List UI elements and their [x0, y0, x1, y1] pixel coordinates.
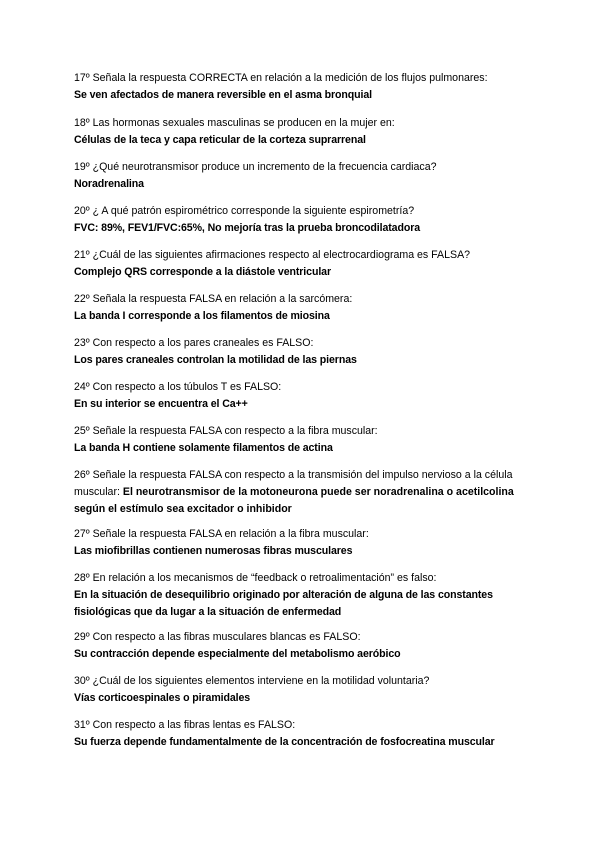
answer-text: Las miofibrillas contienen numerosas fibras musculares	[74, 545, 353, 557]
answer-text: Se ven afectados de manera reversible en el asma bronquial	[74, 89, 373, 101]
answer-text: En su interior se encuentra el Ca++	[74, 398, 248, 410]
question-20	[74, 203, 534, 237]
question-29	[74, 629, 534, 663]
answer-text: Vías corticoespinales o piramidales	[74, 692, 251, 704]
question-text: 23º Con respecto a los pares craneales es FALSO:	[74, 337, 314, 349]
question-answer-paragraph	[74, 467, 524, 518]
question-text: 26º Señale la respuesta FALSA con respecto a la transmisión del impulso nervioso a la célula muscular:	[74, 469, 513, 498]
answer-text: La banda I corresponde a los filamentos de miosina	[74, 310, 330, 322]
question-text: 31º Con respecto a las fibras lentas es FALSO:	[74, 719, 296, 731]
question-24	[74, 379, 534, 413]
question-text: 27º Señale la respuesta FALSA en relación a la fibra muscular:	[74, 528, 369, 540]
question-text: 21º ¿Cuál de las siguientes afirmaciones respecto al electrocardiograma es FALSA?	[74, 249, 471, 261]
question-text: 20º ¿ A qué patrón espirométrico corresponde la siguiente espirometría?	[74, 205, 415, 217]
answer-text: El neurotransmisor de la motoneurona puede ser noradrenalina o acetilcolina según el estímulo sea excitador o inhibidor	[74, 486, 514, 515]
question-27	[74, 526, 534, 560]
question-26	[74, 467, 534, 518]
question-25	[74, 423, 534, 457]
question-21	[74, 247, 534, 281]
answer-text: Su fuerza depende fundamentalmente de la concentración de fosfocreatina muscular	[74, 736, 495, 748]
question-text: 19º ¿Qué neurotransmisor produce un incremento de la frecuencia cardiaca?	[74, 161, 437, 173]
question-28	[74, 570, 534, 621]
question-22	[74, 291, 534, 325]
answer-text: Los pares craneales controlan la motilidad de las piernas	[74, 354, 357, 366]
question-17	[74, 70, 534, 104]
question-31	[74, 717, 534, 751]
answer-text-line-1: En la situación de desequilibrio originado por alteración de alguna de las constantes	[74, 589, 493, 601]
answer-text: FVC: 89%, FEV1/FVC:65%, No mejoría tras la prueba broncodilatadora	[74, 222, 421, 234]
question-text: 18º Las hormonas sexuales masculinas se producen en la mujer en:	[74, 117, 395, 129]
answer-text: Su contracción depende especialmente del metabolismo aeróbico	[74, 648, 401, 660]
question-text: 30º ¿Cuál de los siguientes elementos interviene en la motilidad voluntaria?	[74, 675, 430, 687]
question-23	[74, 335, 534, 369]
question-19	[74, 159, 534, 193]
answer-text: Noradrenalina	[74, 178, 144, 190]
answer-text: La banda H contiene solamente filamentos de actina	[74, 442, 333, 454]
answer-text: Células de la teca y capa reticular de la corteza suprarrenal	[74, 134, 366, 146]
answer-text: Complejo QRS corresponde a la diástole ventricular	[74, 266, 331, 278]
question-text: 24º Con respecto a los túbulos T es FALSO:	[74, 381, 282, 393]
question-30	[74, 673, 534, 707]
question-text: 17º Señala la respuesta CORRECTA en relación a la medición de los flujos pulmonares:	[74, 72, 488, 84]
answer-text-line-2: fisiológicas que da lugar a la situación de enfermedad	[74, 606, 342, 618]
question-text: 28º En relación a los mecanismos de “feedback o retroalimentación” es falso:	[74, 572, 437, 584]
question-text: 29º Con respecto a las fibras musculares blancas es FALSO:	[74, 631, 361, 643]
question-text: 25º Señale la respuesta FALSA con respecto a la fibra muscular:	[74, 425, 378, 437]
question-text: 22º Señala la respuesta FALSA en relación a la sarcómera:	[74, 293, 353, 305]
question-18	[74, 115, 534, 149]
